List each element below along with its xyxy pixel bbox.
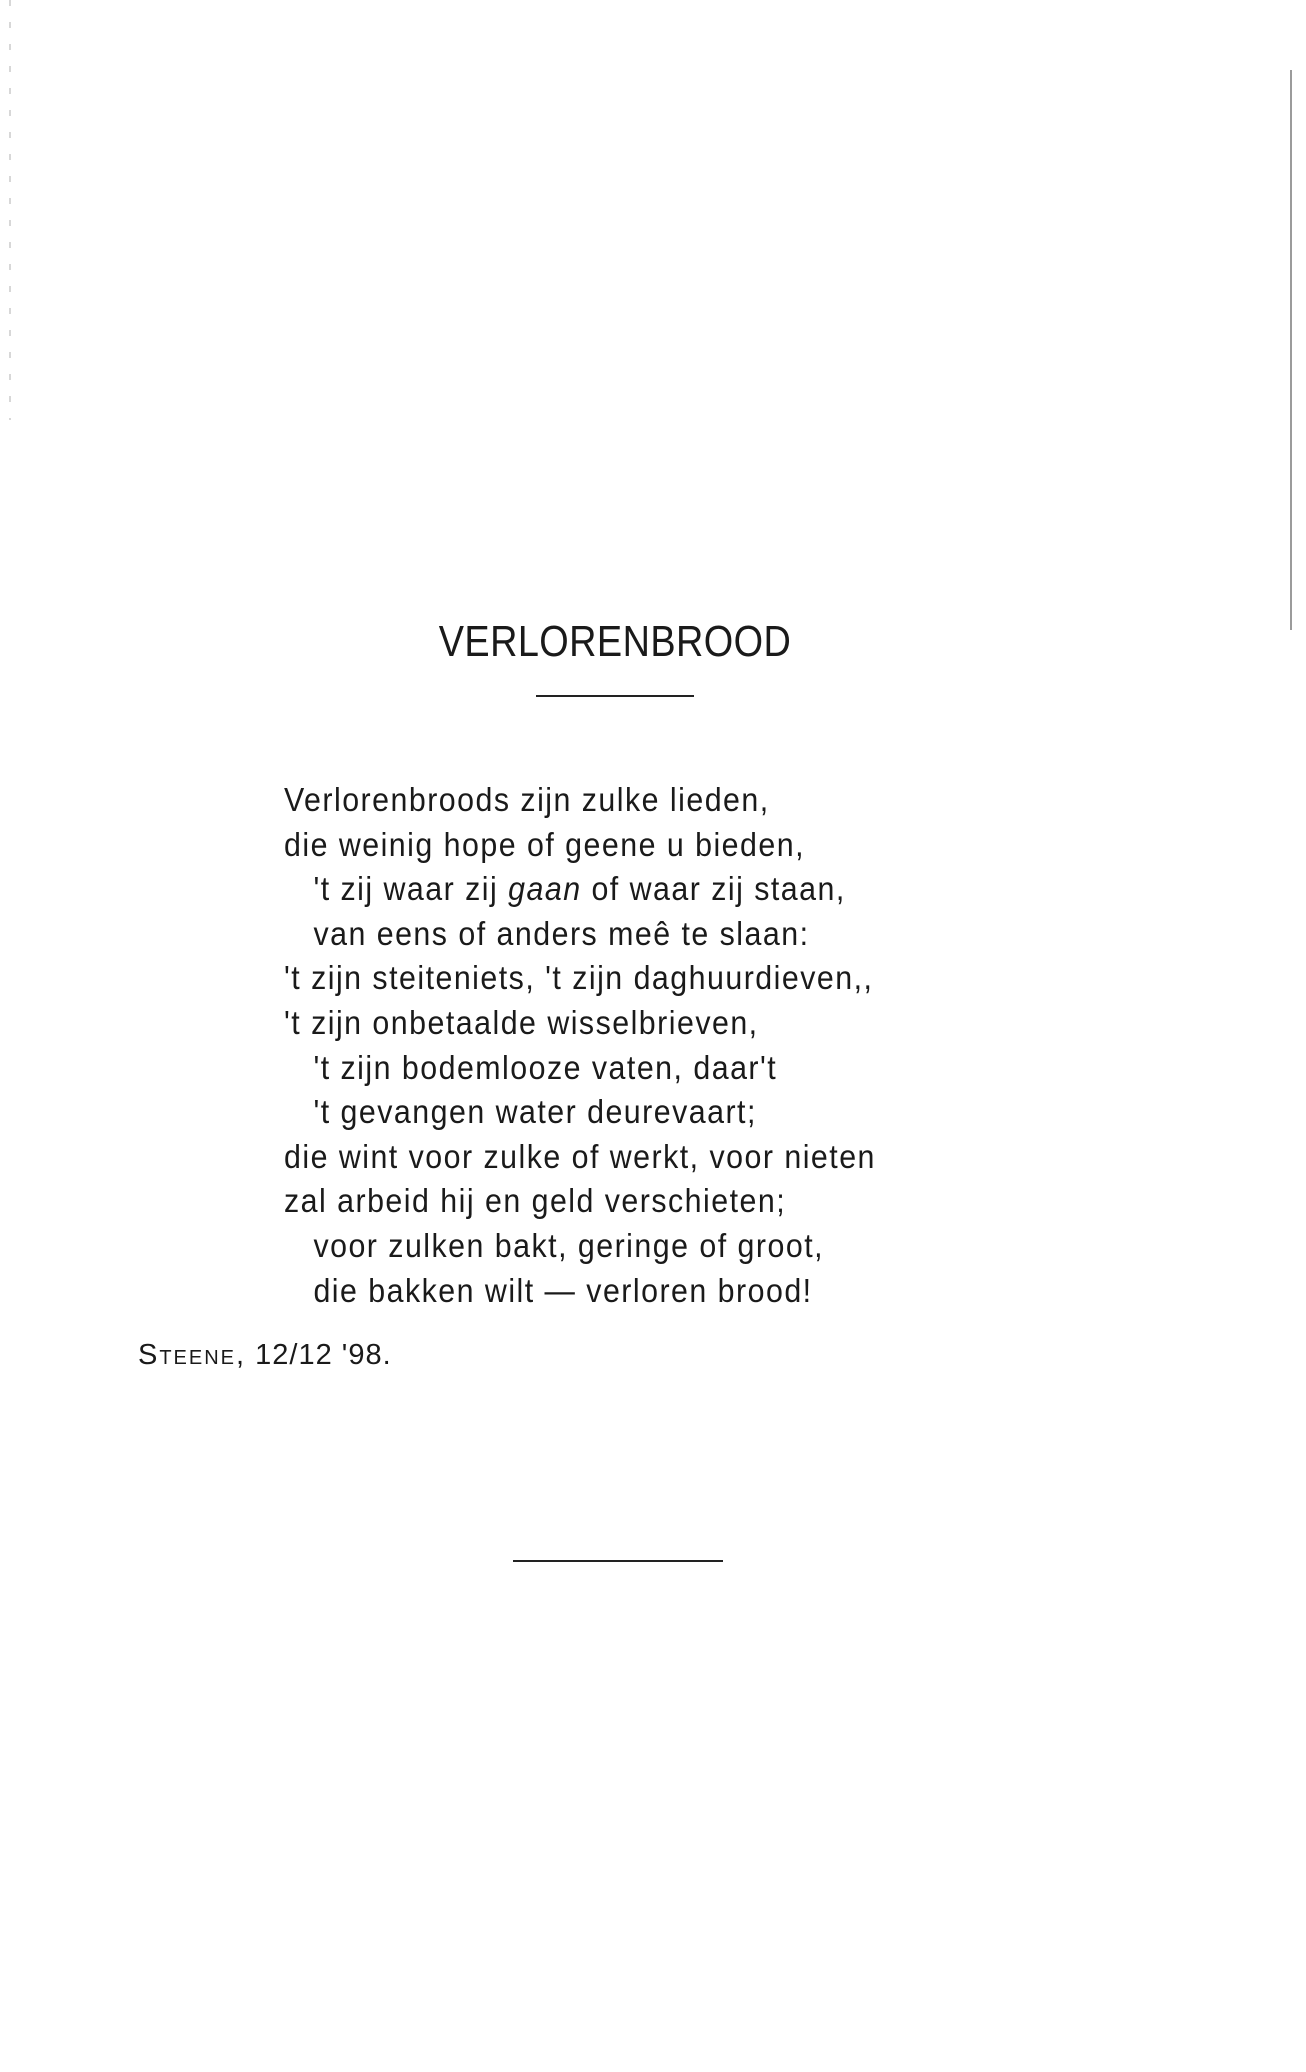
poem-body	[284, 778, 927, 1313]
poem-line-part: of waar zij staan,	[581, 870, 846, 908]
poem-title: VERLORENBROOD	[438, 617, 792, 667]
signature-date: 12/12 '98.	[255, 1339, 392, 1371]
poem-line: 't gevangen water deurevaart;	[313, 1093, 757, 1131]
poem-line: voor zulken bakt, geringe of groot,	[313, 1226, 825, 1264]
poem-signature	[138, 1339, 392, 1372]
poem-line	[284, 867, 876, 912]
poem-line: Verlorenbroods zijn zulke lieden,	[284, 781, 770, 818]
signature-place: Steene,	[138, 1339, 247, 1371]
poem-line: die weinig hope of geene u bieden,	[284, 825, 806, 863]
poem-line: 't zijn bodemlooze vaten, daar't	[313, 1048, 778, 1086]
poem-line-italic: gaan	[508, 870, 582, 908]
scan-edge-mark-left	[9, 0, 11, 420]
poem-line: zal arbeid hij en geld verschieten;	[284, 1182, 787, 1220]
scan-edge-mark-right	[1290, 70, 1292, 630]
title-divider	[536, 695, 694, 697]
poem-line: die bakken wilt — verloren brood!	[313, 1271, 813, 1309]
end-divider	[513, 1560, 723, 1562]
poem-line: 't zijn steiteniets, 't zijn daghuurdieven,,	[284, 959, 874, 997]
poem-line: van eens of anders meê te slaan:	[313, 914, 810, 952]
poem-line: 't zijn onbetaalde wisselbrieven,	[284, 1003, 759, 1041]
poem-line-part: 't zij waar zij	[313, 870, 509, 908]
poem-line: die wint voor zulke of werkt, voor nieten	[284, 1137, 876, 1175]
